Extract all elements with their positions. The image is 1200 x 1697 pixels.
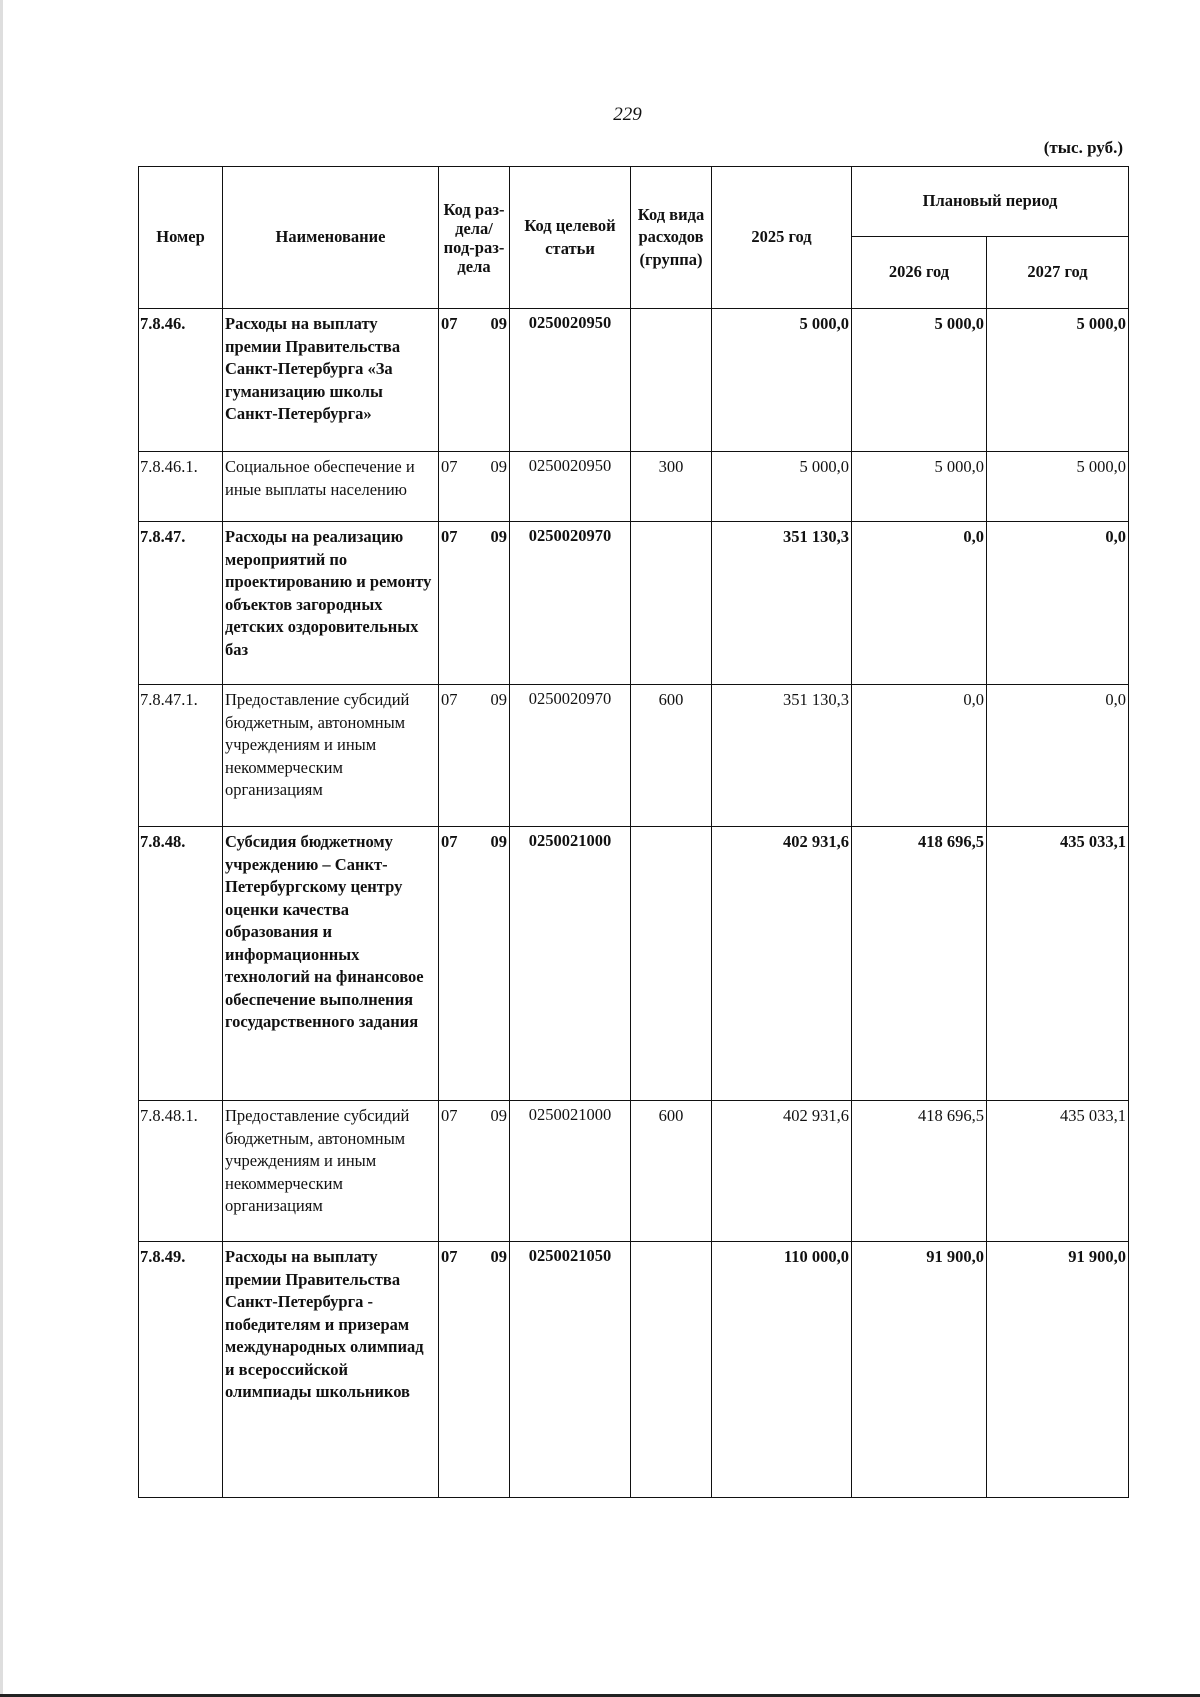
- row-value-2026: 418 696,5: [852, 827, 987, 1101]
- row-name: Предоставление субсидий бюджетным, автономным учреждениям и иным некоммерческим организациям: [223, 685, 439, 827]
- row-razdel-subsection: 09: [490, 1247, 507, 1266]
- header-number: Номер: [139, 167, 223, 309]
- row-razdel: [439, 522, 510, 685]
- table-row: [139, 1101, 1129, 1242]
- row-razdel-subsection: 09: [490, 832, 507, 851]
- row-target-code: 0250021000: [510, 827, 631, 1101]
- row-number: 7.8.46.: [139, 309, 223, 452]
- table-row: [139, 452, 1129, 522]
- row-value-2027: 435 033,1: [987, 827, 1129, 1101]
- row-razdel-subsection: 09: [490, 457, 507, 476]
- row-name: Предоставление субсидий бюджетным, автономным учреждениям и иным некоммерческим организациям: [223, 1101, 439, 1242]
- row-razdel: [439, 1242, 510, 1498]
- units-label: (тыс. руб.): [1043, 138, 1123, 157]
- row-value-2025: 5 000,0: [712, 452, 852, 522]
- row-value-2025: 402 931,6: [712, 827, 852, 1101]
- row-value-2026: 0,0: [852, 685, 987, 827]
- row-value-2027: 91 900,0: [987, 1242, 1129, 1498]
- header-target: Код целевой статьи: [510, 167, 631, 309]
- row-vid-code: [631, 309, 712, 452]
- row-vid-code: [631, 827, 712, 1101]
- row-number: 7.8.49.: [139, 1242, 223, 1498]
- row-razdel-subsection: 09: [490, 527, 507, 546]
- table-row: [139, 309, 1129, 452]
- row-target-code: 0250020970: [510, 522, 631, 685]
- row-name: Расходы на выплату премии Правительства Санкт-Петербурга - победителям и призерам международных олимпиад и всероссийской олимпиады школьников: [223, 1242, 439, 1498]
- row-razdel-subsection: 09: [490, 690, 507, 709]
- row-razdel: [439, 309, 510, 452]
- row-razdel-section: 07: [441, 832, 458, 851]
- row-value-2026: 5 000,0: [852, 452, 987, 522]
- row-value-2026: 91 900,0: [852, 1242, 987, 1498]
- row-value-2026: 418 696,5: [852, 1101, 987, 1242]
- row-value-2026: 5 000,0: [852, 309, 987, 452]
- row-target-code: 0250021050: [510, 1242, 631, 1498]
- row-razdel-section: 07: [441, 1106, 458, 1125]
- row-value-2027: 5 000,0: [987, 309, 1129, 452]
- row-number: 7.8.47.: [139, 522, 223, 685]
- row-razdel-section: 07: [441, 457, 458, 476]
- table-row: [139, 685, 1129, 827]
- row-value-2025: 5 000,0: [712, 309, 852, 452]
- row-razdel-section: 07: [441, 1247, 458, 1266]
- row-value-2025: 351 130,3: [712, 522, 852, 685]
- row-vid-code: [631, 1242, 712, 1498]
- row-razdel: [439, 827, 510, 1101]
- row-value-2026: 0,0: [852, 522, 987, 685]
- row-razdel-subsection: 09: [490, 1106, 507, 1125]
- row-name: Социальное обеспечение и иные выплаты населению: [223, 452, 439, 522]
- row-razdel: [439, 685, 510, 827]
- table-row: [139, 522, 1129, 685]
- row-name: Расходы на выплату премии Правительства Санкт-Петербурга «За гуманизацию школы Санкт-Петербурга»: [223, 309, 439, 452]
- row-value-2027: 5 000,0: [987, 452, 1129, 522]
- row-target-code: 0250020950: [510, 309, 631, 452]
- header-vid: Код вида расходов (группа): [631, 167, 712, 309]
- table-row: [139, 1242, 1129, 1498]
- scan-edge: [0, 0, 3, 1697]
- row-vid-code: 600: [631, 1101, 712, 1242]
- header-2027: 2027 год: [987, 237, 1129, 309]
- row-number: 7.8.48.1.: [139, 1101, 223, 1242]
- row-number: 7.8.48.: [139, 827, 223, 1101]
- row-razdel: [439, 452, 510, 522]
- row-number: 7.8.46.1.: [139, 452, 223, 522]
- header-2025: 2025 год: [712, 167, 852, 309]
- row-value-2027: 0,0: [987, 685, 1129, 827]
- row-target-code: 0250020970: [510, 685, 631, 827]
- row-number: 7.8.47.1.: [139, 685, 223, 827]
- row-razdel-section: 07: [441, 314, 458, 333]
- row-razdel-section: 07: [441, 527, 458, 546]
- table-body: [139, 309, 1129, 1498]
- row-target-code: 0250021000: [510, 1101, 631, 1242]
- row-value-2025: 351 130,3: [712, 685, 852, 827]
- row-name: Расходы на реализацию мероприятий по проектированию и ремонту объектов загородных детских оздоровительных баз: [223, 522, 439, 685]
- row-razdel: [439, 1101, 510, 1242]
- header-razdel: Код раз-дела/ под-раз-дела: [439, 167, 510, 309]
- header-name: Наименование: [223, 167, 439, 309]
- row-target-code: 0250020950: [510, 452, 631, 522]
- page-number: 229: [613, 104, 642, 125]
- row-name: Субсидия бюджетному учреждению – Санкт-Петербургскому центру оценки качества образования и информационных технологий на финансовое обеспечение выполнения государственного задания: [223, 827, 439, 1101]
- table-row: [139, 827, 1129, 1101]
- row-razdel-section: 07: [441, 690, 458, 709]
- row-value-2025: 402 931,6: [712, 1101, 852, 1242]
- header-plan-period: Плановый период: [852, 167, 1129, 237]
- row-value-2027: 435 033,1: [987, 1101, 1129, 1242]
- row-vid-code: 300: [631, 452, 712, 522]
- row-vid-code: 600: [631, 685, 712, 827]
- row-razdel-subsection: 09: [490, 314, 507, 333]
- row-value-2025: 110 000,0: [712, 1242, 852, 1498]
- header-2026: 2026 год: [852, 237, 987, 309]
- budget-table: [138, 166, 1129, 1498]
- row-vid-code: [631, 522, 712, 685]
- row-value-2027: 0,0: [987, 522, 1129, 685]
